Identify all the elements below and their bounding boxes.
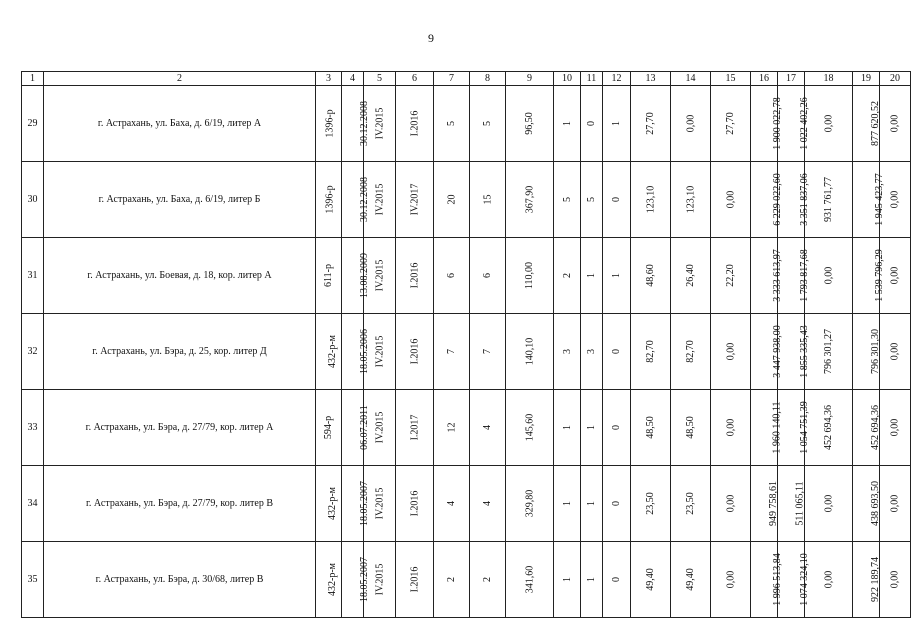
cell-value: 1 074 324,10 (798, 553, 810, 606)
cell-value: 1 022 402,26 (798, 97, 810, 150)
cell-value: 0,00 (889, 190, 901, 209)
cell-value: 1 855 335,43 (798, 325, 810, 378)
cell-value: 432-р-м (327, 563, 338, 596)
table-cell (711, 314, 751, 390)
table-cell (671, 238, 711, 314)
cell-value: 18.05.2006 (359, 329, 370, 374)
table-cell (711, 238, 751, 314)
cell-value: 18.05.2007 (359, 481, 370, 526)
table-cell (805, 238, 853, 314)
table-cell (805, 466, 853, 542)
table-cell (506, 466, 554, 542)
cell-value: 4 (446, 501, 457, 506)
cell-value: 0,00 (725, 342, 736, 361)
table-cell (853, 390, 880, 466)
table-cell (316, 86, 342, 162)
address-text: г. Астрахань, ул. Баха, д. 6/19, литер Б (98, 194, 261, 205)
cell-value: 48,50 (645, 416, 656, 439)
column-header: 9 (506, 72, 554, 86)
table-cell (434, 238, 470, 314)
table-cell (342, 162, 370, 238)
cell-value: 22,20 (725, 264, 736, 287)
cell-value: 33 (27, 422, 38, 433)
table-cell (880, 542, 911, 618)
table-cell (880, 466, 911, 542)
table-cell (880, 314, 911, 390)
table-cell (396, 542, 434, 618)
address-text: г. Астрахань, ул. Бэра, д. 27/79, кор. литер А (85, 422, 274, 433)
table-cell (581, 162, 603, 238)
table-cell (342, 314, 370, 390)
table-cell (396, 390, 434, 466)
cell-value: 1 539 796,29 (873, 249, 885, 302)
table-cell (631, 162, 671, 238)
table-cell (581, 238, 603, 314)
cell-value: 0,00 (685, 114, 696, 133)
table-cell (751, 238, 783, 314)
cell-value: 0,00 (725, 190, 736, 209)
cell-value: I.2016 (409, 262, 420, 289)
cell-value: 12 (446, 422, 457, 433)
cell-value: 1 (586, 501, 597, 506)
column-header: 11 (581, 72, 603, 86)
cell-value: 0 (611, 577, 622, 582)
table-cell (554, 162, 581, 238)
cell-value: 49,40 (645, 568, 656, 591)
cell-value: 23,50 (645, 492, 656, 515)
column-header: 16 (751, 72, 778, 86)
cell-value: 0 (611, 349, 622, 354)
table-cell (470, 390, 506, 466)
cell-value: 35 (27, 574, 38, 585)
cell-value: IV.2015 (374, 107, 386, 140)
cell-value: 452 694,36 (870, 405, 881, 450)
cell-value: 23,50 (685, 492, 696, 515)
cell-value: 6 (482, 273, 493, 278)
cell-value: 0,00 (823, 570, 834, 589)
cell-value: 123,10 (645, 185, 656, 214)
table-cell (342, 466, 370, 542)
cell-value: 0 (611, 501, 622, 506)
table-cell (603, 466, 631, 542)
table-cell (671, 466, 711, 542)
cell-value: 82,70 (685, 340, 696, 363)
cell-value: 6 (446, 273, 457, 278)
table-cell (603, 542, 631, 618)
column-header: 3 (316, 72, 342, 86)
cell-value: 3 351 837,06 (798, 173, 810, 226)
cell-value: 48,50 (685, 416, 696, 439)
cell-value: 432-р-м (327, 335, 338, 368)
cell-value: I.2016 (409, 110, 420, 137)
cell-value: 48,60 (645, 264, 656, 287)
table-cell (554, 238, 581, 314)
cell-value: IV.2017 (408, 183, 420, 216)
cell-value: 877 620,52 (870, 101, 881, 146)
address-text: г. Астрахань, ул. Бэра, д. 27/79, кор. литер В (85, 498, 274, 509)
cell-value: 594-р (323, 415, 334, 440)
cell-value: 367,90 (524, 185, 535, 214)
column-header: 6 (396, 72, 434, 86)
cell-value: 0,00 (889, 342, 901, 361)
column-header: 14 (671, 72, 711, 86)
table-cell (880, 390, 911, 466)
table-cell (22, 86, 44, 162)
table-cell (751, 390, 783, 466)
cell-value: 0,00 (725, 418, 736, 437)
page-number: 9 (428, 31, 434, 45)
header-row (22, 72, 911, 86)
cell-value: 1 054 751,39 (798, 401, 810, 454)
table-cell (554, 86, 581, 162)
table-cell (44, 314, 316, 390)
cell-value: IV.2015 (374, 411, 386, 444)
table-cell (805, 86, 853, 162)
table-cell (751, 542, 783, 618)
table-cell (434, 466, 470, 542)
cell-value: 3 333 613,97 (771, 249, 783, 302)
table-cell (506, 390, 554, 466)
table-cell (342, 390, 370, 466)
column-header: 18 (805, 72, 853, 86)
address-text: г. Астрахань, ул. Боевая, д. 18, кор. литер А (87, 270, 272, 281)
cell-value: 438 693,50 (870, 481, 881, 526)
table-cell (603, 238, 631, 314)
cell-value: 7 (482, 349, 493, 354)
cell-value: 5 (482, 121, 493, 126)
cell-value: 0 (611, 425, 622, 430)
table-cell (22, 542, 44, 618)
table-cell (434, 86, 470, 162)
table-cell (751, 314, 783, 390)
cell-value: 5 (586, 197, 597, 202)
cell-value: 96,50 (524, 112, 535, 135)
column-header: 1 (22, 72, 44, 86)
table-cell (631, 86, 671, 162)
table-cell (342, 542, 370, 618)
table-cell (506, 162, 554, 238)
table-cell (316, 314, 342, 390)
cell-value: 1 (586, 577, 597, 582)
cell-value: 2 (482, 577, 493, 582)
table-cell (671, 314, 711, 390)
cell-value: 1 900 022,78 (771, 97, 783, 150)
table-cell (44, 542, 316, 618)
table-cell (554, 390, 581, 466)
cell-value: 7 (446, 349, 457, 354)
table-cell (711, 86, 751, 162)
cell-value: 20 (446, 194, 457, 205)
cell-value: 145,60 (524, 413, 535, 442)
cell-value: 1 945 423,77 (873, 173, 885, 226)
cell-value: 13.08.2009 (359, 253, 370, 298)
table-cell (470, 238, 506, 314)
cell-value: 452 694,36 (823, 405, 834, 450)
table-cell (805, 162, 853, 238)
table-cell (434, 542, 470, 618)
cell-value: 27,70 (645, 112, 656, 135)
table-row (22, 238, 911, 314)
table-cell (44, 162, 316, 238)
table-cell (506, 86, 554, 162)
table-cell (631, 314, 671, 390)
table-row (22, 542, 911, 618)
cell-value: 140,10 (524, 337, 535, 366)
table-cell (671, 162, 711, 238)
table-cell (342, 238, 370, 314)
cell-value: 1 793 817,68 (798, 249, 810, 302)
table-cell (711, 162, 751, 238)
cell-value: 30 (27, 194, 38, 205)
table-cell (22, 314, 44, 390)
cell-value: 2 (446, 577, 457, 582)
table-cell (711, 390, 751, 466)
column-header: 17 (778, 72, 805, 86)
column-header: 2 (44, 72, 316, 86)
cell-value: 931 761,77 (823, 177, 834, 222)
table-cell (434, 162, 470, 238)
cell-value: 30.12.2008 (359, 177, 370, 222)
table-cell (631, 390, 671, 466)
column-header: 5 (364, 72, 396, 86)
cell-value: 0,00 (889, 418, 901, 437)
cell-value: 1 (586, 425, 597, 430)
table-cell (853, 86, 880, 162)
cell-value: 1 (561, 577, 573, 582)
table-row (22, 314, 911, 390)
cell-value: 0 (586, 121, 597, 126)
table-cell (554, 542, 581, 618)
table-cell (396, 162, 434, 238)
table-cell (316, 162, 342, 238)
column-header: 4 (342, 72, 364, 86)
cell-value: 0,00 (889, 570, 901, 589)
table-cell (396, 314, 434, 390)
table-cell (434, 390, 470, 466)
cell-value: 1 996 513,84 (771, 553, 783, 606)
table-cell (603, 390, 631, 466)
cell-value: 1 (561, 121, 573, 126)
cell-value: IV.2015 (374, 259, 386, 292)
cell-value: 4 (482, 501, 493, 506)
table-cell (805, 390, 853, 466)
table-cell (22, 162, 44, 238)
cell-value: 3 (561, 349, 573, 354)
table-cell (44, 86, 316, 162)
cell-value: 34 (27, 498, 38, 509)
cell-value: 3 447 938,00 (771, 325, 783, 378)
table-cell (853, 162, 885, 238)
table-cell (434, 314, 470, 390)
table-cell (751, 86, 783, 162)
cell-value: 26,40 (685, 264, 696, 287)
cell-value: 0,00 (725, 494, 736, 513)
housing-table (21, 71, 911, 618)
table-cell (396, 238, 434, 314)
table-cell (581, 542, 603, 618)
table-cell (22, 390, 44, 466)
cell-value: 0,00 (725, 570, 736, 589)
table-cell (554, 466, 581, 542)
table-cell (470, 162, 506, 238)
address-text: г. Астрахань, ул. Бэра, д. 30/68, литер В (95, 574, 264, 585)
table-cell (316, 238, 342, 314)
cell-value: I.2016 (409, 338, 420, 365)
cell-value: IV.2015 (374, 183, 386, 216)
cell-value: 796 301,27 (823, 329, 834, 374)
table-cell (853, 314, 880, 390)
table-cell (603, 162, 631, 238)
table-cell (342, 86, 370, 162)
table-cell (751, 162, 783, 238)
column-header: 19 (853, 72, 880, 86)
table-cell (603, 314, 631, 390)
cell-value: 611-р (323, 264, 334, 287)
cell-value: 1 960 140,11 (771, 401, 783, 454)
cell-value: 15 (482, 194, 493, 205)
table-cell (805, 542, 853, 618)
table-cell (751, 466, 778, 542)
column-header: 8 (470, 72, 506, 86)
table-cell (506, 238, 554, 314)
cell-value: 1396-р (324, 185, 336, 214)
cell-value: 0,00 (889, 494, 901, 513)
column-header: 12 (603, 72, 631, 86)
table-cell (671, 86, 711, 162)
address-text: г. Астрахань, ул. Баха, д. 6/19, литер А (97, 118, 262, 129)
cell-value: 4 (482, 425, 493, 430)
cell-value: 922 189,74 (870, 557, 881, 602)
address-text: г. Астрахань, ул. Бэра, д. 25, кор. литер Д (92, 346, 267, 357)
column-header: 7 (434, 72, 470, 86)
cell-value: IV.2015 (374, 335, 386, 368)
table-row (22, 390, 911, 466)
cell-value: 5 (561, 197, 573, 202)
cell-value: 341,60 (524, 565, 535, 594)
cell-value: 1 (561, 501, 573, 506)
cell-value: 82,70 (645, 340, 656, 363)
table-cell (470, 466, 506, 542)
table-cell (671, 390, 711, 466)
column-header: 10 (554, 72, 581, 86)
table-cell (506, 314, 554, 390)
cell-value: 2 (561, 273, 573, 278)
table-cell (711, 466, 751, 542)
cell-value: 31 (27, 270, 38, 281)
cell-value: 0,00 (823, 266, 834, 285)
table-row (22, 466, 911, 542)
cell-value: 1 (586, 273, 597, 278)
cell-value: 0,00 (823, 114, 834, 133)
table-cell (22, 466, 44, 542)
cell-value: 0 (611, 197, 622, 202)
cell-value: I.2017 (409, 414, 420, 441)
table-cell (853, 542, 880, 618)
cell-value: 18.05.2007 (359, 557, 370, 602)
table-cell (44, 390, 316, 466)
table-cell (506, 542, 554, 618)
table-cell (22, 238, 44, 314)
cell-value: 27,70 (725, 112, 736, 135)
table-cell (603, 86, 631, 162)
cell-value: 6 229 022,60 (771, 173, 783, 226)
table-cell (316, 542, 342, 618)
cell-value: 0,00 (889, 114, 901, 133)
cell-value: 29 (27, 118, 38, 129)
cell-value: IV.2015 (374, 563, 386, 596)
table-row (22, 162, 911, 238)
table-cell (316, 390, 342, 466)
cell-value: 123,10 (685, 185, 696, 214)
cell-value: 796 301,30 (870, 329, 881, 374)
cell-value: 1 (611, 121, 622, 126)
cell-value: 1396-р (324, 109, 336, 138)
cell-value: 32 (27, 346, 38, 357)
cell-value: 30.12.2008 (359, 101, 370, 146)
table-cell (581, 466, 603, 542)
table-cell (853, 466, 880, 542)
table-cell (631, 542, 671, 618)
cell-value: 3 (586, 349, 597, 354)
cell-value: IV.2015 (374, 487, 386, 520)
table-cell (470, 542, 506, 618)
table-cell (805, 314, 853, 390)
cell-value: 432-р-м (327, 487, 338, 520)
cell-value: 5 (446, 121, 457, 126)
table-cell (44, 466, 316, 542)
table-cell (44, 238, 316, 314)
cell-value: 1 (561, 425, 573, 430)
table-cell (631, 238, 671, 314)
table-cell (396, 86, 434, 162)
table-cell (581, 314, 603, 390)
cell-value: 0,00 (823, 494, 834, 513)
cell-value: I.2016 (409, 490, 420, 517)
cell-value: 949 758,61 (768, 481, 779, 526)
cell-value: 1 (611, 273, 622, 278)
table-cell (671, 542, 711, 618)
table-cell (554, 314, 581, 390)
column-header: 15 (711, 72, 751, 86)
table-cell (316, 466, 342, 542)
table-cell (581, 390, 603, 466)
table-cell (470, 86, 506, 162)
cell-value: 06.07.2011 (358, 405, 370, 450)
cell-value: 511 065,11 (794, 481, 806, 526)
cell-value: 110,00 (523, 261, 535, 290)
table-row (22, 86, 911, 162)
column-header: 20 (880, 72, 911, 86)
column-header: 13 (631, 72, 671, 86)
cell-value: 49,40 (685, 568, 696, 591)
table-cell (396, 466, 434, 542)
table-cell (880, 86, 911, 162)
table-cell (470, 314, 506, 390)
cell-value: 329,80 (524, 489, 535, 518)
table-cell (853, 238, 885, 314)
cell-value: I.2016 (409, 566, 420, 593)
table-cell (581, 86, 603, 162)
cell-value: 0,00 (889, 266, 901, 285)
table-cell (778, 466, 805, 542)
table-cell (631, 466, 671, 542)
table-cell (711, 542, 751, 618)
